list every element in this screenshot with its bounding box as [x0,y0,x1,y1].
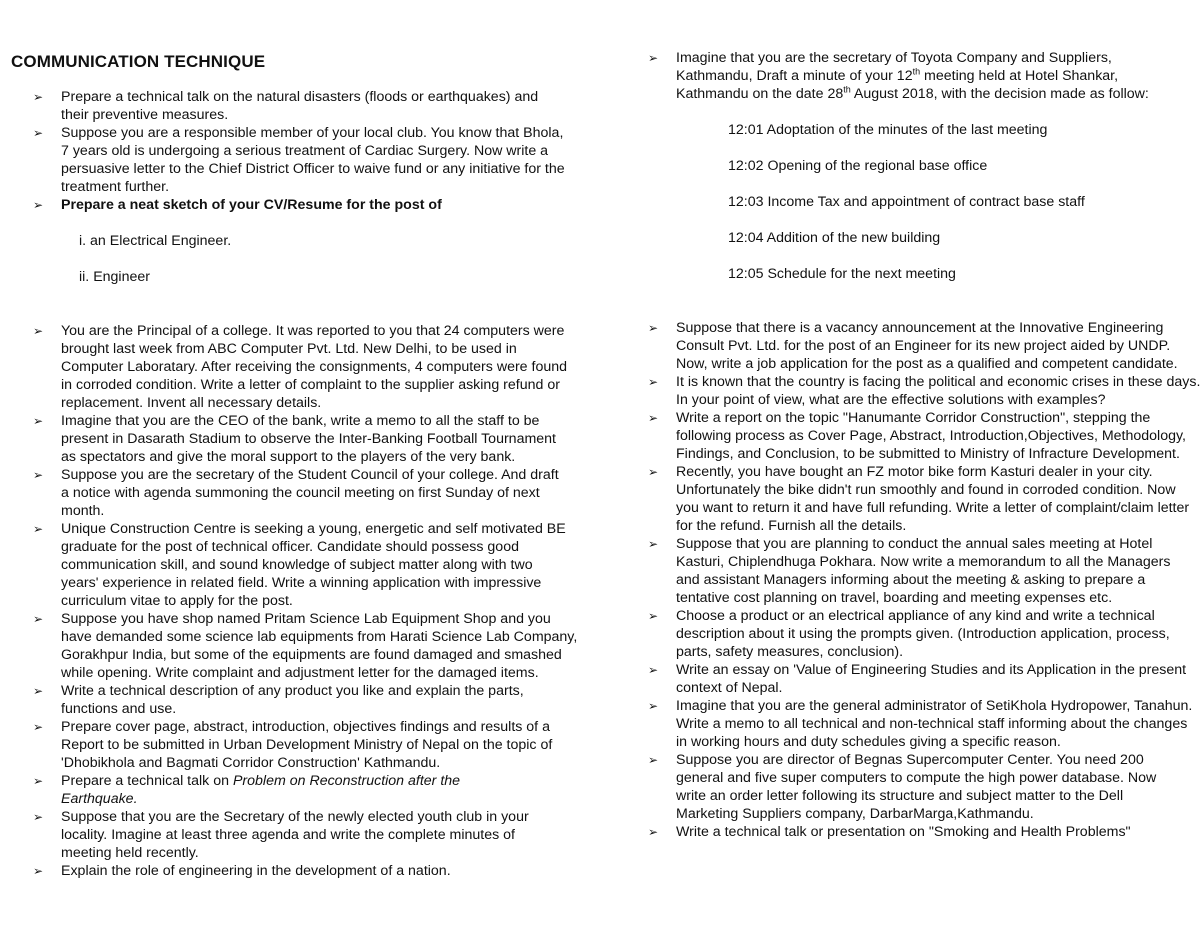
meeting-agenda [676,103,1186,301]
arrow-bullet-icon: ➢ [33,90,44,104]
cv-post-item: ii. Engineer [79,269,150,285]
list-item: ➢ Imagine that you are the CEO of the bank, write a memo to all the staff to be present in Dasarath Stadium to observe the Inter-Banking Football Tournament as spectators and give the moral support to the players of the very bank. [33,413,557,465]
list-item: ➢ Write a technical description of any product you like and explain the parts, functions and use. [33,683,524,717]
list-item: ➢ Prepare a technical talk on Problem on Reconstruction after the Earthquake. [33,773,461,807]
list-item: ➢ Prepare a neat sketch of your CV/Resume for the post of i. an Electrical Engineer. ii. Engineer [0,196,590,322]
list-item: ➢ Recently, you have bought an FZ motor bike form Kasturi dealer in your city. Unfortunately the bike didn't run smoothly and found in corroded condition. Now you want to return it and have full refunding. Write a letter of complaint/claim letter for the refund. Furnish all the details. [648,464,1190,534]
list-item: ➢ Unique Construction Centre is seeking a young, energetic and self motivated BE graduate for the post of technical officer. Candidate should possess good communication skill, and sound knowledge of subject matter along with two years' experience in related field. Write a winning application with impressive curriculum vitae to apply for the post. [33,521,566,609]
arrow-bullet-icon: ➢ [33,414,44,428]
list-item: ➢ Prepare cover page, abstract, introduction, objectives findings and results of a Report to be submitted in Urban Development Ministry of Nepal on the topic of 'Dhobikhola and Bagmati Corridor Construction' Kathmandu. [33,719,553,771]
arrow-bullet-icon: ➢ [648,51,659,65]
list-item: ➢ Suppose that you are the Secretary of the newly elected youth club in your locality. Imagine at least three agenda and write the complete minutes of meeting held recently. [33,809,529,861]
list-item: ➢ Write a report on the topic "Hanumante Corridor Construction", stepping the following process as Cover Page, Abstract, Introduction,Objectives, Methodology, Findings, and Conclusion, to be submitted to Ministry of Infracture Development. [648,410,1186,462]
list-item: ➢ Explain the role of engineering in the development of a nation. [33,863,451,879]
arrow-bullet-icon: ➢ [648,411,659,425]
cv-post-list [61,214,590,304]
agenda-item: 12:03 Income Tax and appointment of contract base staff [728,194,1085,210]
left-question-list [0,88,590,880]
page-title: COMMUNICATION TECHNIQUE [11,52,266,71]
talk-topic: Problem on Reconstruction after the Earthquake. [61,773,461,807]
list-item: ➢ Suppose you are a responsible member of your local club. You know that Bhola, 7 years old is undergoing a serious treatment of Cardiac Surgery. Now write a persuasive letter to the Chief District Officer to waive fund or any initiative for the treatment further. [33,125,565,195]
arrow-bullet-icon: ➢ [33,522,44,536]
list-item: ➢ Prepare a technical talk on the natural disasters (floods or earthquakes) and their preventive measures. [33,89,539,123]
cv-post-item: i. an Electrical Engineer. [79,233,232,249]
arrow-bullet-icon: ➢ [648,465,659,479]
right-question-list [615,49,1200,841]
list-item: ➢ It is known that the country is facing the political and economic crises in these days. In your point of view, what are the effective solutions with examples? [648,374,1200,408]
arrow-bullet-icon: ➢ [648,699,659,713]
arrow-bullet-icon: ➢ [33,324,44,338]
list-item: ➢ Choose a product or an electrical appliance of any kind and write a technical description about it using the prompts given. (Introduction application, process, parts, safety measures, conclusion). [648,608,1170,660]
list-item: ➢ Write a technical talk or presentation on "Smoking and Health Problems" [648,824,1131,840]
arrow-bullet-icon: ➢ [648,753,659,767]
list-item: ➢ Suppose that you are planning to conduct the annual sales meeting at Hotel Kasturi, Chiplendhuga Pokhara. Now write a memorandum to all the Managers and assistant Managers informing about the meeting & asking to prepare a tentative cost planning on travel, boarding and meeting expenses etc. [648,536,1171,606]
arrow-bullet-icon: ➢ [648,825,659,839]
list-item: ➢ Write an essay on 'Value of Engineering Studies and its Application in the present context of Nepal. [648,662,1187,696]
list-item: ➢ Suppose you are the secretary of the Student Council of your college. And draft a notice with agenda summoning the council meeting on first Sunday of next month. [33,467,559,519]
agenda-item: 12:05 Schedule for the next meeting [728,266,956,282]
arrow-bullet-icon: ➢ [33,198,44,212]
arrow-bullet-icon: ➢ [33,684,44,698]
agenda-item: 12:02 Opening of the regional base office [728,158,988,174]
arrow-bullet-icon: ➢ [33,126,44,140]
arrow-bullet-icon: ➢ [648,375,659,389]
arrow-bullet-icon: ➢ [33,468,44,482]
list-item: ➢ Imagine that you are the secretary of Toyota Company and Suppliers, Kathmandu, Draft a minute of your 12th meeting held at Hotel Shankar, Kathmandu on the date 28th August 2018, with the decision made as follow: 12:01 Adoptation of the minutes of the last meeting 12:02 Opening of the regional base office 12:03 Income Tax and appointment of contract base staff 12:04 Addition of the new building 12:05 Schedule for the next meeting [615,49,1186,319]
list-item: ➢ Imagine that you are the general administrator of SetiKhola Hydropower, Tanahun. Write a memo to all technical and non-technical staff informing about the changes in working hours and duty schedules giving a specific reason. [648,698,1193,750]
list-item: ➢ Suppose you are director of Begnas Supercomputer Center. You need 200 general and five super computers to compute the high power database. Now write an order letter following its structure and subject matter to the Dell Marketing Suppliers company, DarbarMarga,Kathmandu. [648,752,1157,822]
arrow-bullet-icon: ➢ [33,810,44,824]
list-item: ➢ You are the Principal of a college. It was reported to you that 24 computers were brought last week from ABC Computer Pvt. Ltd. New Delhi, to be used in Computer Laboratary. After receiving the consignments, 4 computers were found in corroded condition. Write a letter of complaint to the supplier asking refund or replacement. Invent all necessary details. [33,323,568,411]
arrow-bullet-icon: ➢ [648,537,659,551]
arrow-bullet-icon: ➢ [648,609,659,623]
arrow-bullet-icon: ➢ [648,321,659,335]
agenda-item: 12:04 Addition of the new building [728,230,941,246]
list-item: ➢ Suppose that there is a vacancy announcement at the Innovative Engineering Consult Pvt. Ltd. for the post of an Engineer for its new project aided by UNDP. Now, write a job application for the post as a qualified and competent candidate. [648,320,1178,372]
arrow-bullet-icon: ➢ [33,720,44,734]
arrow-bullet-icon: ➢ [33,612,44,626]
arrow-bullet-icon: ➢ [33,864,44,878]
arrow-bullet-icon: ➢ [33,774,44,788]
agenda-item: 12:01 Adoptation of the minutes of the last meeting [728,122,1048,138]
arrow-bullet-icon: ➢ [648,663,659,677]
list-item: ➢ Suppose you have shop named Pritam Science Lab Equipment Shop and you have demanded some science lab equipments from Harati Science Lab Company, Gorakhpur India, but some of the equipments are found damaged and smashed while opening. Write complaint and adjustment letter for the damaged items. [33,611,578,681]
